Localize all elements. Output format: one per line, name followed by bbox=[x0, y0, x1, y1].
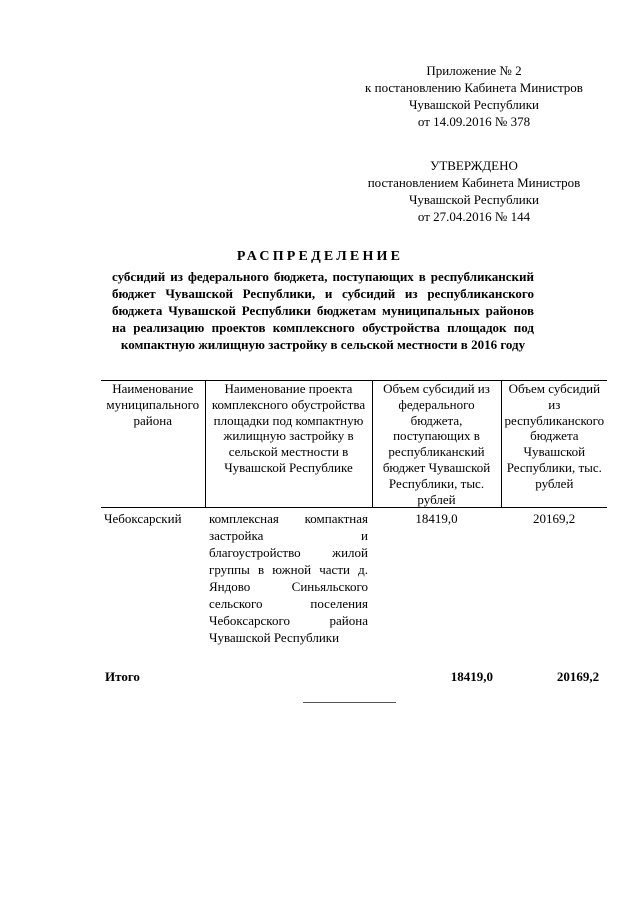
header-republic: Объем субсидий из республиканского бюджета Чувашской Республики, тыс. рублей bbox=[501, 381, 607, 508]
cell-federal: 18419,0 bbox=[415, 511, 458, 527]
header-project: Наименование проекта комплексного обустройства площадки под компактную жилищную застройку в сельской местности в Чувашской Республике bbox=[205, 381, 372, 508]
document-subtitle: субсидий из федерального бюджета, поступающих в республиканский бюджет Чувашской Республики, и субсидий из республиканского бюджета Чувашской Республики бюджетам муниципальных районов на реализацию проектов комплексного обустройства площадок под компактную жилищную застройку в сельской местности в 2016 году bbox=[112, 269, 534, 352]
approval-line-2: постановлением Кабинета Министров bbox=[367, 175, 581, 190]
table-header-row bbox=[101, 381, 607, 508]
appendix-line-3: Чувашской Республики bbox=[408, 97, 540, 112]
total-empty bbox=[205, 646, 372, 685]
approval-block bbox=[340, 157, 608, 225]
closing-rule bbox=[303, 702, 396, 703]
approval-line-3: Чувашской Республики bbox=[408, 192, 540, 207]
header-federal: Объем субсидий из федерального бюджета, поступающих в республиканский бюджет Чувашской Республики, тыс. рублей bbox=[372, 381, 501, 508]
total-label: Итого bbox=[105, 669, 140, 685]
distribution-table bbox=[101, 380, 607, 685]
appendix-line-4: от 14.09.2016 № 378 bbox=[417, 114, 531, 129]
appendix-block bbox=[340, 62, 608, 130]
total-republic: 20169,2 bbox=[556, 669, 600, 685]
approval-line-1: УТВЕРЖДЕНО bbox=[430, 158, 518, 173]
appendix-line-2: к постановлению Кабинета Министров bbox=[365, 80, 583, 95]
appendix-line-1: Приложение № 2 bbox=[426, 63, 522, 78]
document-title: РАСПРЕДЕЛЕНИЕ bbox=[236, 249, 404, 264]
table-row bbox=[101, 508, 607, 647]
header-district: Наименование муниципального района bbox=[101, 381, 205, 508]
cell-republic: 20169,2 bbox=[532, 511, 576, 527]
total-federal: 18419,0 bbox=[450, 669, 493, 685]
cell-project: комплексная компактная застройка и благоустройство жилой группы в южной части д. Яндово Синьяльского сельского поселения Чебоксарского района Чувашской Республики bbox=[209, 511, 368, 646]
total-row bbox=[101, 646, 607, 685]
approval-line-4: от 27.04.2016 № 144 bbox=[417, 209, 531, 224]
cell-district: Чебоксарский bbox=[104, 511, 182, 527]
